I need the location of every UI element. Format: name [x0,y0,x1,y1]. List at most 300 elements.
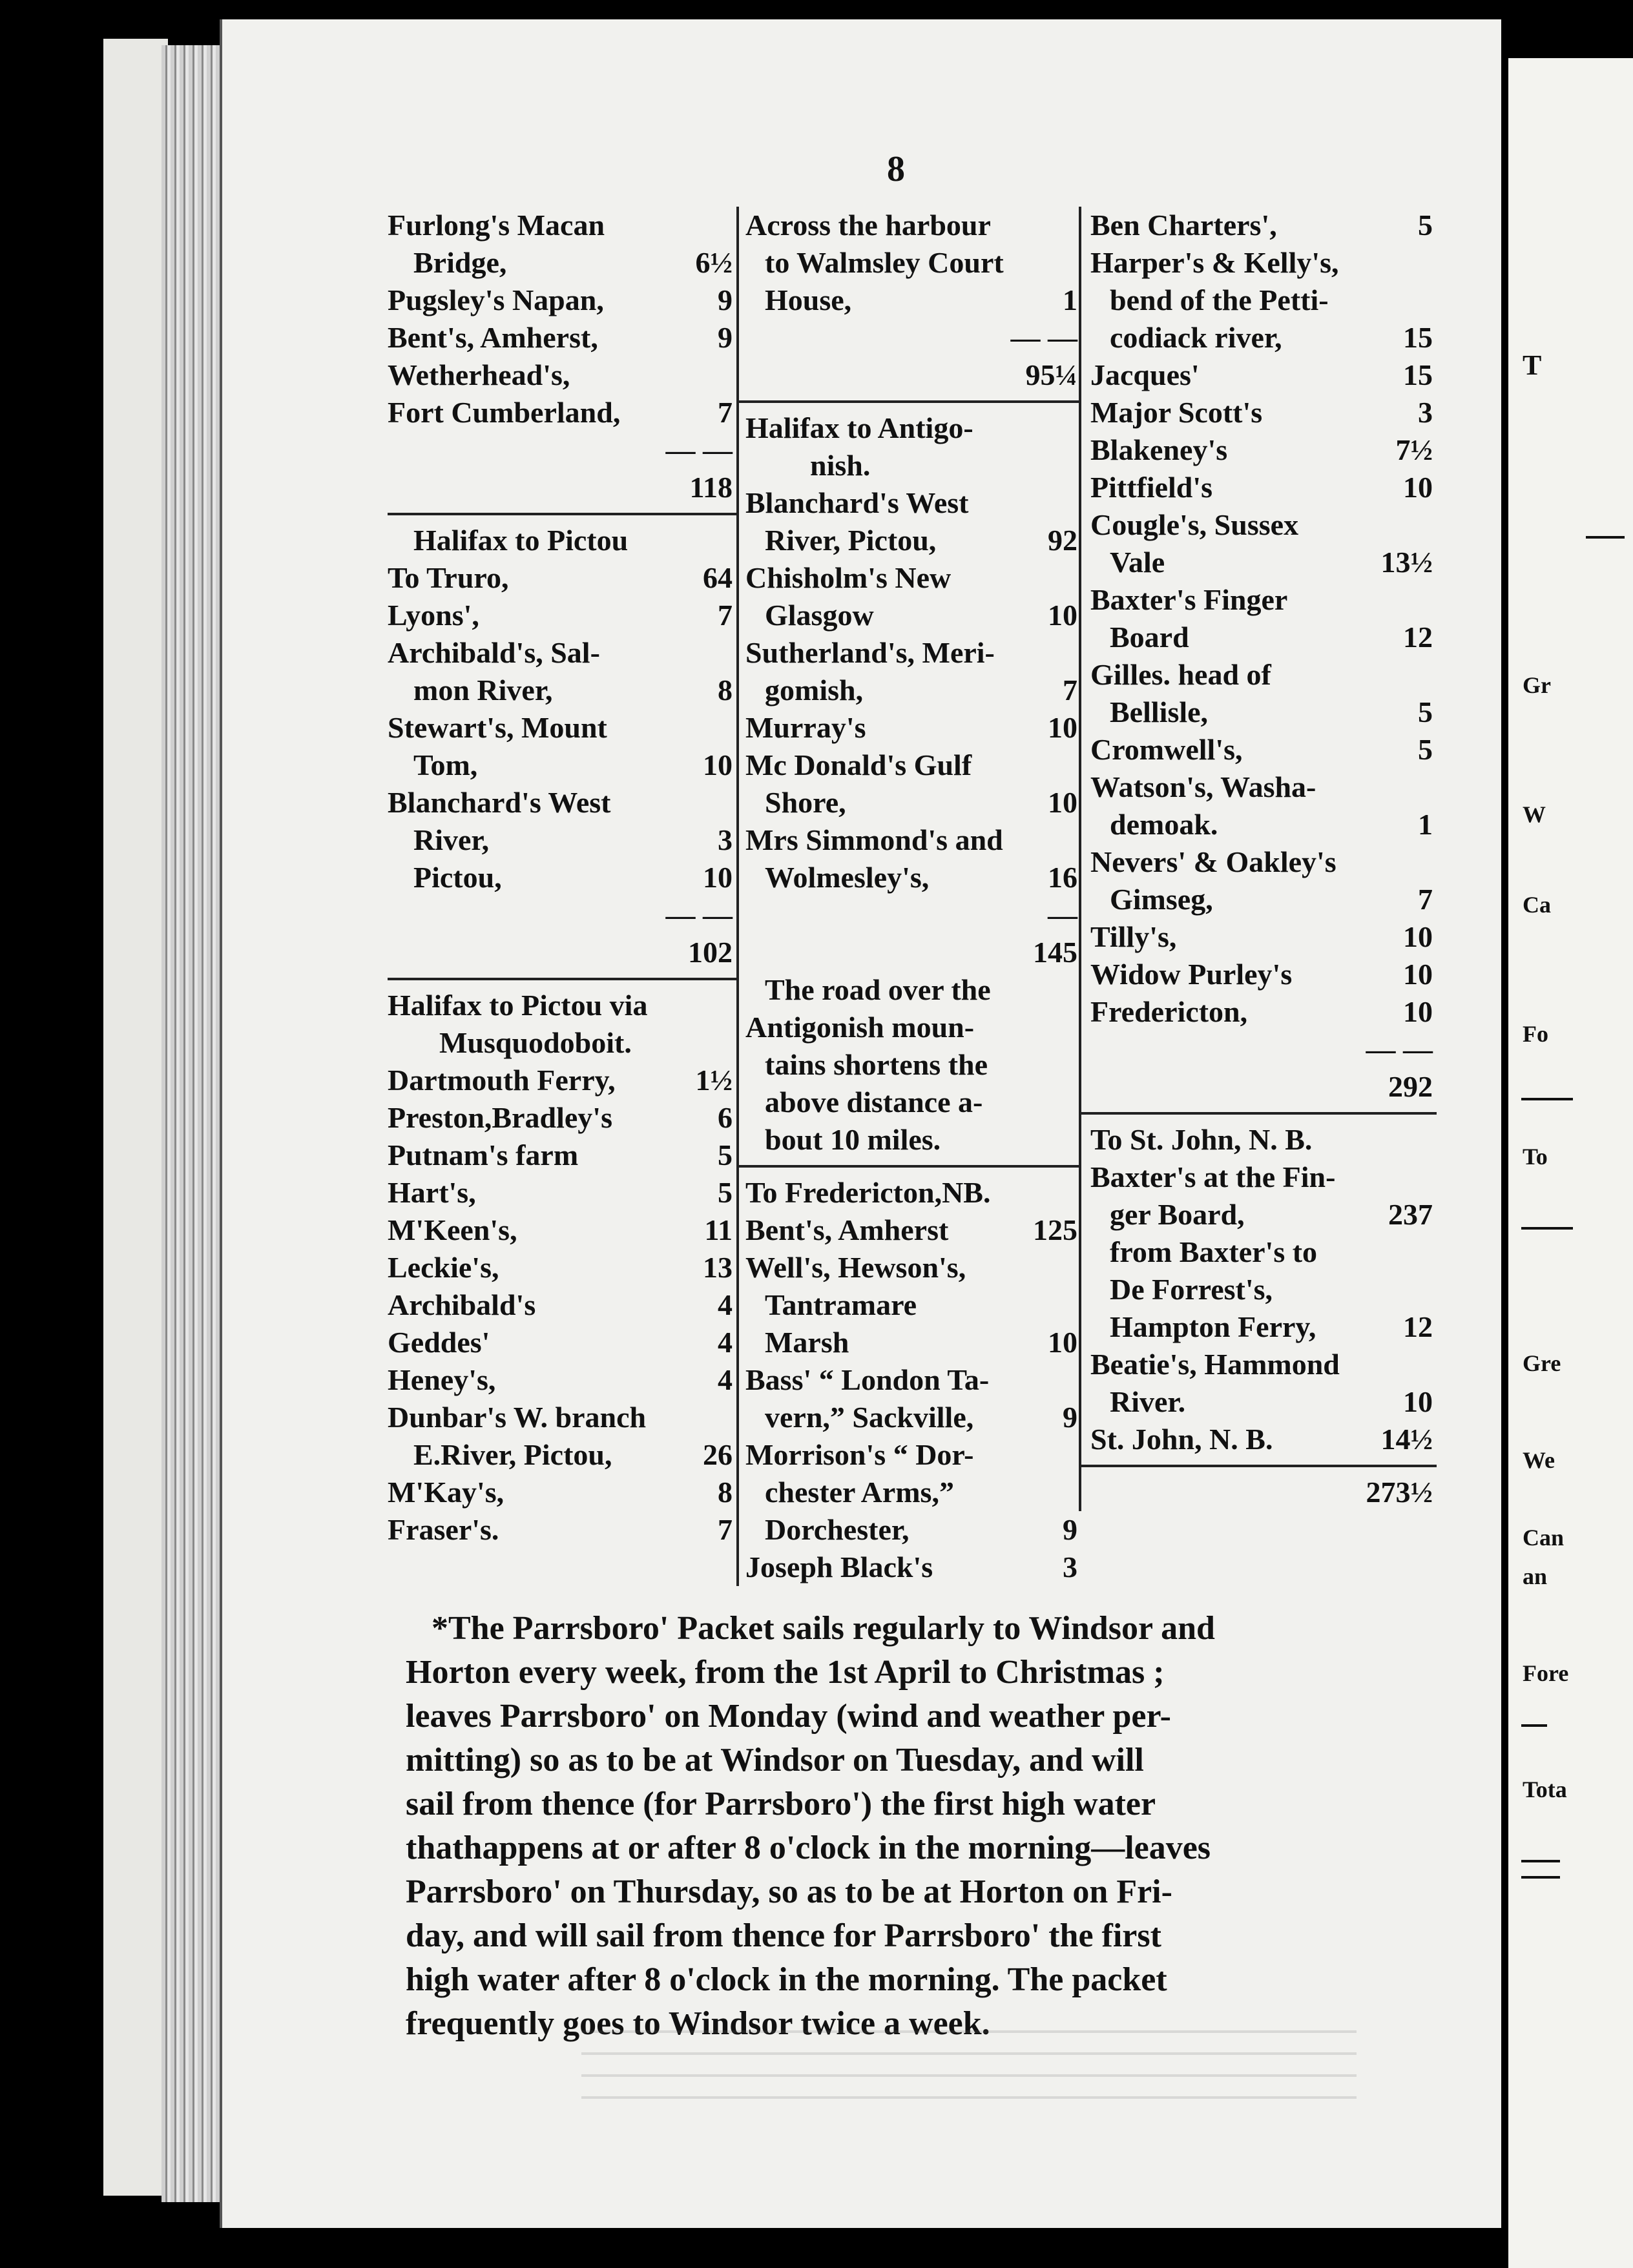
route-entry-miles: 237 [1388,1198,1433,1231]
route-entry-name: River. [1110,1385,1186,1418]
page-number: 8 [887,149,905,189]
footnote-line: *The Parrsboro' Packet sails regularly to Windsor and [432,1610,1215,1647]
route-entry [1081,843,1437,881]
route-entry-name: Baxter's Finger [1090,583,1288,616]
facing-rule [1521,1860,1560,1862]
route-entry [739,1361,1081,1399]
footnote-line: Horton every week, from the 1st April to Christmas ; [406,1654,1165,1691]
route-entry [1081,619,1437,656]
facing-rule [1521,1098,1573,1100]
route-entry [1081,506,1437,544]
route-entry-miles: 6 [718,1101,733,1134]
route-entry-miles: 4 [718,1326,733,1359]
route-total [739,934,1081,971]
route-entry-miles: 5 [1418,733,1433,766]
route-entry-name: Archibald's, Sal- [388,636,600,669]
route-entry [739,1474,1081,1511]
route-entry [388,1324,736,1361]
route-heading-text: Halifax to Pictou [413,524,629,557]
facing-rule [1586,536,1625,539]
route-entry-name: Nevers' & Oakley's [1090,845,1337,878]
route-entry-miles: 1½ [695,1064,733,1097]
route-entry [1081,956,1437,993]
route-entry-name: Heney's, [388,1363,496,1396]
route-entry-name: Jacques' [1090,358,1200,391]
route-entry-name: from Baxter's to [1110,1235,1318,1268]
route-entry-name: Chisholm's New [745,561,952,594]
route-entry-name: Baxter's at the Fin- [1090,1160,1336,1193]
facing-fragment: Fore [1523,1660,1569,1686]
route-entry [388,859,736,896]
route-total [739,356,1081,394]
route-entry-name: Tantramare [765,1288,917,1321]
route-note-line [739,1009,1081,1046]
route-entry-miles: 7½ [1395,433,1433,466]
route-total-value: 118 [689,471,733,504]
route-entry-name: demoak. [1110,808,1218,841]
route-entry [739,859,1081,896]
route-entry [1081,319,1437,356]
route-note-text: above distance a- [765,1086,983,1119]
route-total-value: 292 [1388,1070,1433,1103]
route-entry-name: Fraser's. [388,1513,499,1546]
route-entry-miles: 3 [1063,1551,1077,1583]
route-entry [388,1249,736,1286]
route-entry-miles: 10 [1048,599,1077,632]
section-divider [1081,1465,1437,1467]
subtotal-dash [388,431,736,469]
route-entry-name: Pugsley's Napan, [388,284,604,316]
facing-fragment: Tota [1523,1777,1567,1802]
route-entry [388,559,736,597]
route-entry-miles: 14½ [1380,1423,1433,1456]
route-entry-name: Wolmesley's, [765,861,930,894]
route-entry [739,747,1081,784]
route-entry-name: River, Pictou, [765,524,937,557]
route-entry-miles: 92 [1048,524,1077,557]
route-entry-miles: 9 [1063,1401,1077,1434]
footnote-line: Parrsboro' on Thursday, so as to be at Horton on Fri- [406,1873,1172,1910]
route-entry [739,244,1081,282]
route-entry-name: Lyons', [388,599,479,632]
route-note-text: bout 10 miles. [765,1123,941,1156]
route-entry-miles: 10 [1403,920,1433,953]
route-entry [739,1511,1081,1549]
route-entry-name: Cougle's, Sussex [1090,508,1299,541]
route-entry [739,1174,1081,1211]
section-divider [739,400,1081,403]
subtotal-dash [739,319,1081,356]
route-entry [388,709,736,747]
route-entry-name: Widow Purley's [1090,958,1293,991]
route-entry-miles: 9 [718,284,733,316]
route-entry-name: Vale [1110,546,1165,579]
route-entry-name: Tilly's, [1090,920,1177,953]
route-entry-miles: 7 [718,1513,733,1546]
route-heading [739,409,1081,447]
route-entry-miles: 6½ [695,246,733,279]
subtotal-dash-value: — — [665,898,733,931]
route-entry [739,1249,1081,1286]
route-total [388,934,736,971]
footnote-line: frequently goes to Windsor twice a week. [406,2005,990,2042]
route-entry-miles: 12 [1403,1310,1433,1343]
route-entry [1081,1346,1437,1383]
route-entry-name: Blanchard's West [388,786,611,819]
route-entry-name: Blanchard's West [745,486,969,519]
route-entry [388,784,736,821]
route-entry [1081,694,1437,731]
route-entry-name: River, [413,823,490,856]
route-entry-name: Gimseg, [1110,883,1213,916]
route-entry-miles: 3 [718,823,733,856]
facing-fragment: Gr [1523,672,1551,698]
route-entry-name: Joseph Black's [745,1551,933,1583]
route-entry-miles: 10 [703,748,733,781]
route-entry-miles: 16 [1048,861,1077,894]
route-heading [739,447,1081,484]
route-entry [1081,356,1437,394]
route-entry [1081,881,1437,918]
route-entry-name: Gilles. head of [1090,658,1271,691]
route-total-value: 273½ [1366,1476,1433,1509]
route-note-text: Antigonish moun- [745,1011,975,1044]
route-entry-name: Marsh [765,1326,849,1359]
route-entry-miles: 64 [703,561,733,594]
route-entry [388,1436,736,1474]
route-entry-name: De Forrest's, [1110,1273,1273,1306]
route-entry-name: Bent's, Amherst, [388,321,598,354]
route-entry-name: Bridge, [413,246,507,279]
route-entry [1081,993,1437,1031]
route-entry-miles: 5 [1418,209,1433,242]
route-entry [1081,431,1437,469]
section-divider [739,1165,1081,1168]
route-entry [388,244,736,282]
route-entry-name: St. John, N. B. [1090,1423,1273,1456]
route-entry [1081,918,1437,956]
footnote-line: high water after 8 o'clock in the morning. The packet [406,1961,1167,1998]
route-entry [388,1099,736,1137]
route-entry [739,1436,1081,1474]
route-note-line [739,1046,1081,1084]
route-entry [1081,469,1437,506]
route-note-line [739,1084,1081,1121]
route-heading-text: Musquodoboit. [439,1026,632,1059]
route-entry [388,1211,736,1249]
section-divider [388,513,736,515]
route-entry [1081,394,1437,431]
subtotal-dash-value: — [1048,898,1077,931]
facing-fragment: Can [1523,1525,1565,1551]
route-entry-miles: 7 [718,599,733,632]
route-entry-miles: 10 [1048,1326,1077,1359]
route-entry-name: Across the harbour [745,209,991,242]
route-heading-text: Halifax to Antigo- [745,411,973,444]
route-entry [739,522,1081,559]
footnote-line: mitting) so as to be at Windsor on Tuesday, and will [406,1742,1144,1778]
route-entry-miles: 3 [1418,396,1433,429]
section-divider [1081,1112,1437,1115]
route-entry-name: Hampton Ferry, [1110,1310,1316,1343]
route-entry [1081,731,1437,768]
footnote-line: thathappens at or after 8 o'clock in the morning—leaves [406,1830,1211,1866]
route-entry [388,394,736,431]
route-entry-name: Archibald's [388,1288,536,1321]
route-entry-miles: 26 [703,1438,733,1471]
footnote-line: leaves Parrsboro' on Monday (wind and weather per- [406,1698,1171,1735]
facing-rule [1521,1724,1547,1727]
route-entry [1081,1421,1437,1458]
route-entry-miles: 8 [718,674,733,706]
route-entry-miles: 7 [1063,674,1077,706]
facing-fragment: W [1523,801,1546,827]
route-entry [739,1211,1081,1249]
route-entry [739,821,1081,859]
route-entry [739,634,1081,672]
route-entry-name: Stewart's, Mount [388,711,607,744]
route-note-text: The road over the [765,973,991,1006]
footnote-line: day, and will sail from thence for Parrsboro' the first [406,1917,1161,1954]
route-heading [388,522,736,559]
route-entry-name: M'Kay's, [388,1476,504,1509]
route-entry-name: Dunbar's W. branch [388,1401,647,1434]
route-entry-miles: 125 [1033,1213,1077,1246]
route-entry [1081,207,1437,244]
route-heading-text: nish. [810,449,871,482]
facing-fragment: Ca [1523,892,1551,918]
route-entry-name: To Fredericton,NB. [745,1176,991,1209]
route-entry-miles: 15 [1403,321,1433,354]
route-entry [739,1324,1081,1361]
route-entry [739,559,1081,597]
route-total-value: 102 [688,936,733,969]
facing-rule [1521,1876,1560,1879]
facing-fragment: an [1523,1563,1548,1589]
route-entry [739,207,1081,244]
route-entry [388,821,736,859]
route-entry-name: codiack river, [1110,321,1282,354]
route-entry-name: Putnam's farm [388,1139,579,1171]
route-entry-name: House, [765,284,852,316]
bleed-through-text [581,2028,1357,2118]
route-entry [1081,581,1437,619]
route-entry-miles: 5 [1418,696,1433,728]
route-entry-name: Harper's & Kelly's, [1090,246,1339,279]
column-1 [388,207,736,1549]
route-entry [1081,244,1437,282]
route-entry [388,356,736,394]
route-entry-name: Ben Charters', [1090,209,1277,242]
route-entry-miles: 10 [1048,711,1077,744]
route-entry-name: Furlong's Macan [388,209,605,242]
route-entry-miles: 5 [718,1139,733,1171]
route-entry [1081,1271,1437,1308]
route-entry [388,282,736,319]
route-entry-name: Beatie's, Hammond [1090,1348,1340,1381]
route-entry-name: Geddes' [388,1326,490,1359]
route-entry-name: Fredericton, [1090,995,1248,1028]
facing-fragment: We [1523,1447,1555,1473]
route-entry-name: Tom, [413,748,478,781]
route-entry [388,1137,736,1174]
route-entry [739,784,1081,821]
left-margin-strip [103,39,168,2196]
route-entry [1081,1121,1437,1159]
route-entry [739,1286,1081,1324]
route-entry [1081,1308,1437,1346]
route-heading [388,1024,736,1062]
route-entry-name: Watson's, Washa- [1090,770,1316,803]
route-entry-name: To Truro, [388,561,509,594]
route-entry-name: Blakeney's [1090,433,1228,466]
route-entry-name: Leckie's, [388,1251,499,1284]
route-entry [739,1399,1081,1436]
facing-fragment: Gre [1523,1350,1561,1376]
route-entry-name: mon River, [413,674,553,706]
route-entry-miles: 13½ [1380,546,1433,579]
route-entry-name: Glasgow [765,599,874,632]
route-entry [739,709,1081,747]
route-total [1081,1068,1437,1106]
route-total [1081,1474,1437,1511]
route-entry [1081,768,1437,806]
route-entry-name: Shore, [765,786,846,819]
column-2 [736,207,1081,1586]
route-entry [739,282,1081,319]
subtotal-dash [388,896,736,934]
route-entry-name: chester Arms,” [765,1476,954,1509]
route-entry [388,1361,736,1399]
facing-fragment: To [1523,1144,1548,1170]
route-entry-miles: 11 [704,1213,733,1246]
route-entry-name: vern,” Sackville, [765,1401,974,1434]
route-entry [388,1174,736,1211]
route-entry-name: Pictou, [413,861,502,894]
route-entry-miles: 5 [718,1176,733,1209]
subtotal-dash-value: — — [1366,1033,1433,1066]
route-entry [1081,656,1437,694]
route-entry-name: ger Board, [1110,1198,1245,1231]
route-total-value: 145 [1033,936,1077,969]
route-entry-name: M'Keen's, [388,1213,517,1246]
route-entry [388,207,736,244]
route-entry [388,1399,736,1436]
route-total-value: 95¼ [1025,358,1077,391]
route-entry-miles: 10 [1403,471,1433,504]
route-entry-name: Wetherhead's, [388,358,570,391]
route-entry-name: Hart's, [388,1176,476,1209]
route-entry [739,484,1081,522]
subtotal-dash-value: — — [1010,321,1077,354]
route-heading [388,987,736,1024]
route-entry [388,1474,736,1511]
facing-page-fragment [1508,58,1633,2268]
route-entry [1081,1196,1437,1233]
route-entry-miles: 9 [1063,1513,1077,1546]
route-entry-name: Major Scott's [1090,396,1263,429]
subtotal-dash [1081,1031,1437,1068]
route-entry-name: Sutherland's, Meri- [745,636,995,669]
route-entry-miles: 4 [718,1288,733,1321]
route-entry-miles: 10 [1048,786,1077,819]
route-entry-name: Fort Cumberland, [388,396,621,429]
subtotal-dash-value: — — [665,433,733,466]
route-entry-name: bend of the Petti- [1110,284,1329,316]
route-entry-name: Bass' “ London Ta- [745,1363,990,1396]
route-entry-name: E.River, Pictou, [413,1438,612,1471]
route-entry-name: gomish, [765,674,864,706]
column-3 [1079,207,1437,1511]
route-entry-name: Morrison's “ Dor- [745,1438,974,1471]
route-note-line [739,971,1081,1009]
route-entry [1081,282,1437,319]
route-entry-name: to Walmsley Court [765,246,1004,279]
route-entry [388,319,736,356]
route-entry [388,597,736,634]
facing-rule [1521,1227,1573,1230]
route-entry-name: Preston,Bradley's [388,1101,612,1134]
route-entry [388,1511,736,1549]
route-entry [1081,806,1437,843]
route-entry-name: Dorchester, [765,1513,910,1546]
route-entry-name: Bellisle, [1110,696,1209,728]
route-entry-name: Well's, Hewson's, [745,1251,966,1284]
route-entry-name: Bent's, Amherst [745,1213,949,1246]
route-entry-miles: 10 [1403,958,1433,991]
route-entry-miles: 13 [703,1251,733,1284]
route-entry-miles: 10 [1403,1385,1433,1418]
route-entry [739,597,1081,634]
route-entry-name: Mrs Simmond's and [745,823,1003,856]
footnote-line: sail from thence (for Parrsboro') the first high water [406,1786,1156,1822]
route-entry-name: Dartmouth Ferry, [388,1064,616,1097]
route-entry-name: Cromwell's, [1090,733,1243,766]
route-entry-miles: 12 [1403,621,1433,654]
route-entry [388,634,736,672]
route-entry-name: To St. John, N. B. [1090,1123,1313,1156]
route-entry [1081,1383,1437,1421]
route-entry-miles: 7 [718,396,733,429]
route-entry [1081,1159,1437,1196]
packet-footnote [406,1607,1433,2046]
route-entry-miles: 1 [1418,808,1433,841]
route-entry [388,1286,736,1324]
route-entry [739,672,1081,709]
route-entry [388,1062,736,1099]
route-entry [739,1549,1081,1586]
route-entry-name: Board [1110,621,1189,654]
route-entry [388,747,736,784]
route-entry-name: Mc Donald's Gulf [745,748,972,781]
route-entry-miles: 10 [703,861,733,894]
route-total [388,469,736,506]
facing-fragment: T [1523,349,1542,381]
route-entry-miles: 7 [1418,883,1433,916]
route-entry-miles: 9 [718,321,733,354]
route-entry-name: Murray's [745,711,866,744]
route-entry [1081,544,1437,581]
route-entry-miles: 1 [1063,284,1077,316]
route-heading-text: Halifax to Pictou via [388,989,648,1022]
route-entry-miles: 15 [1403,358,1433,391]
subtotal-dash [739,896,1081,934]
route-entry-miles: 10 [1403,995,1433,1028]
route-entry-miles: 4 [718,1363,733,1396]
route-note-text: tains shortens the [765,1048,988,1081]
route-entry [1081,1233,1437,1271]
route-entry-name: Pittfield's [1090,471,1213,504]
